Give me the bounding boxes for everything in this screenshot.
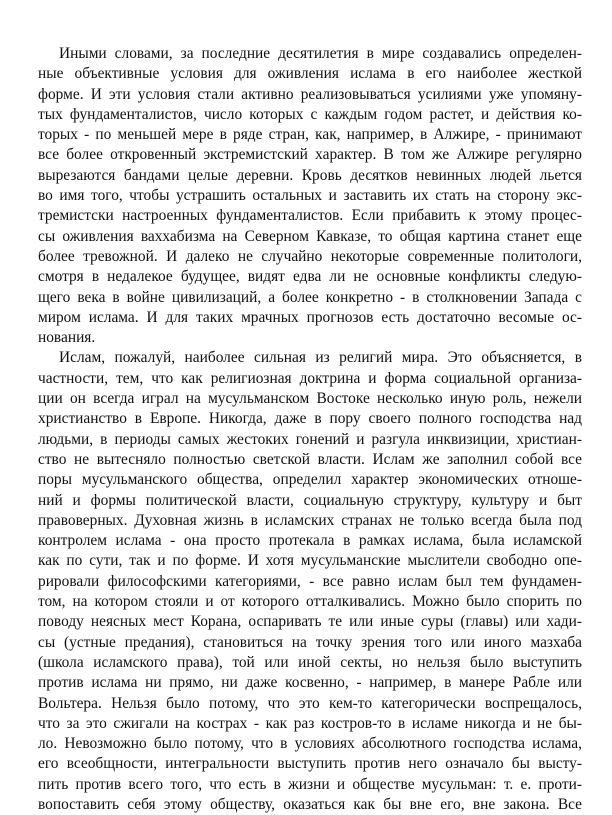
text-line: тых фундаменталистов, число которых с каждым годом растет, и действия ко- bbox=[38, 105, 582, 123]
document-page bbox=[38, 44, 582, 815]
text-line: против ислама ни прямо, ни даже косвенно, - например, в манере Рабле или bbox=[38, 674, 582, 692]
text-line: как по сути, так и по форме. И хотя мусульманские мыслители свободно опе- bbox=[38, 552, 582, 570]
text-line: том, на котором стояли и от которого отталкивались. Можно было спорить по bbox=[38, 593, 582, 611]
paragraph-1 bbox=[38, 44, 582, 348]
text-line: ло. Невозможно было потому, что в условиях абсолютного господства ислама, bbox=[38, 735, 582, 753]
text-line: более тревожной. И далеко не случайно некоторые современные политологи, bbox=[38, 247, 582, 265]
text-line: форме. И эти условия стали активно реализовываться усилиями уже упомяну- bbox=[38, 85, 582, 103]
text-line: вырезаются бандами целые деревни. Кровь десятков невинных людей льется bbox=[38, 166, 582, 184]
text-line: во имя того, чтобы устрашить остальных и заставить их стать на сторону экс- bbox=[38, 187, 582, 205]
text-line: правоверных. Духовная жизнь в исламских странах не только всегда была под bbox=[38, 511, 582, 529]
text-line: щего века в войне цивилизаций, а более конкретно - в столкновении Запада с bbox=[38, 288, 582, 306]
text-line: ные объективные условия для оживления ислама в его наиболее жесткой bbox=[38, 65, 582, 83]
paragraph-2 bbox=[38, 348, 582, 815]
text-line: что за это сжигали на кострах - как раз костров-то в исламе никогда и не бы- bbox=[38, 714, 582, 732]
text-line: сы (устные предания), становиться на точку зрения того или иного мазхаба bbox=[38, 633, 582, 651]
text-line: рировали философскими категориями, - все равно ислам был тем фундамен- bbox=[38, 572, 582, 590]
text-line: поводу неясных мест Корана, оспаривать те или иные суры (главы) или хади- bbox=[38, 613, 582, 631]
text-line: его всеобщности, интегральности выступить против него означало бы высту- bbox=[38, 755, 582, 773]
text-line: ции он всегда играл на мусульманском Востоке несколько иную роль, нежели bbox=[38, 390, 582, 408]
text-line: вопоставить себя этому обществу, оказаться как бы вне его, вне закона. Все bbox=[38, 795, 582, 813]
text-line: торых - по меньшей мере в ряде стран, как, например, в Алжире, - принимают bbox=[38, 126, 582, 144]
text-line: сы оживления ваххабизма на Северном Кавказе, то общая картина станет еще bbox=[38, 227, 582, 245]
text-line: христианство в Европе. Никогда, даже в пору своего полного господства над bbox=[38, 410, 582, 428]
text-line: тремистски настроенных фундаменталистов. Если прибавить к этому процес- bbox=[38, 207, 582, 225]
text-line: поры мусульманского общества, определил характер экономических отноше- bbox=[38, 471, 582, 489]
text-line: смотря в недалекое будущее, видят едва ли не основные конфликты следую- bbox=[38, 268, 582, 286]
text-line: (школа исламского права), той или иной секты, но нельзя было выступить bbox=[38, 653, 582, 671]
text-line: пить против всего того, что есть в жизни и обществе мусульман: т. е. проти- bbox=[38, 775, 582, 793]
text-line: Ислам, пожалуй, наиболее сильная из религий мира. Это объясняется, в bbox=[59, 349, 582, 367]
text-line: Вольтера. Нельзя было потому, что это кем-то категорически воспрещалось, bbox=[38, 694, 582, 712]
text-line: людьми, в периоды самых жестоких гонений и разгула инквизиции, христиан- bbox=[38, 430, 582, 448]
text-line: миром ислама. И для таких мрачных прогнозов есть достаточно весомые ос- bbox=[38, 308, 582, 326]
text-line: все более откровенный экстремистский характер. В том же Алжире регулярно bbox=[38, 146, 582, 164]
text-line: Иными словами, за последние десятилетия в мире создавались определен- bbox=[59, 45, 582, 62]
text-line: нования. bbox=[38, 329, 96, 347]
text-line: контролем ислама - она просто протекала в рамках ислама, была исламской bbox=[38, 532, 582, 550]
text-line: частности, тем, что как религиозная доктрина и форма социальной организа- bbox=[38, 369, 582, 387]
text-line: ний и формы политической власти, социальную структуру, культуру и быт bbox=[38, 491, 582, 509]
text-line: ство не вытесняло полностью светской власти. Ислам же заполнил собой все bbox=[38, 450, 582, 468]
